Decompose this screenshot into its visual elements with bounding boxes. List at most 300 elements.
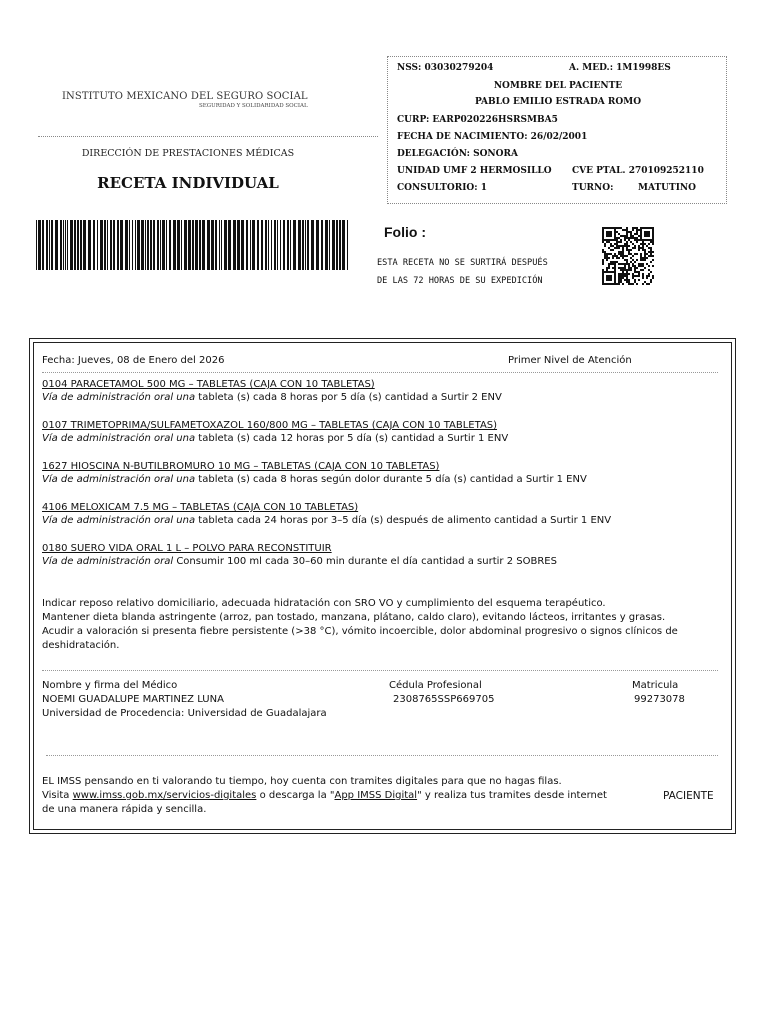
qr-module: [652, 259, 654, 261]
qr-module: [626, 279, 628, 281]
qr-module: [618, 279, 620, 281]
qr-module: [610, 263, 612, 265]
qr-module: [648, 255, 650, 257]
qr-module: [642, 245, 644, 247]
barcode-bar: [49, 220, 50, 270]
barcode-bar: [177, 220, 180, 270]
cedula-value: 2308765SSP669705: [393, 694, 495, 705]
qr-module: [630, 283, 632, 285]
barcode-bar: [97, 220, 98, 270]
barcode-bar: [293, 220, 296, 270]
barcode-bar: [280, 220, 281, 270]
qr-module: [614, 253, 616, 255]
qr-module: [620, 255, 622, 257]
barcode-bar: [283, 220, 285, 270]
qr-module: [622, 267, 624, 269]
qr-module: [632, 227, 634, 229]
qr-module: [630, 231, 632, 233]
qr-module: [638, 271, 640, 273]
patient-info-box: [387, 56, 727, 204]
qr-module: [602, 251, 604, 253]
qr-module: [644, 255, 646, 257]
barcode-bar: [252, 220, 255, 270]
barcode-bar: [65, 220, 66, 270]
indications-divider: [42, 670, 718, 671]
qr-module: [616, 237, 618, 239]
barcode-bar: [181, 220, 182, 270]
qr-module: [626, 243, 628, 245]
barcode-bar: [67, 220, 68, 270]
dosage-text: tableta (s) cada 8 horas por 5 día (s) cantidad a Surtir 2 ENV: [195, 392, 502, 403]
barcode-bar: [46, 220, 48, 270]
qr-module: [622, 257, 624, 259]
qr-module: [642, 241, 644, 243]
qr-module: [620, 275, 622, 277]
qr-module: [638, 263, 640, 265]
qr-module: [624, 265, 626, 267]
qr-module: [618, 263, 620, 265]
unidad-value: UNIDAD UMF 2 HERMOSILLO: [397, 166, 552, 176]
birth-date: FECHA DE NACIMIENTO: 26/02/2001: [397, 132, 588, 142]
qr-module: [622, 263, 624, 265]
qr-module: [638, 245, 640, 247]
footer-line-2: [42, 790, 607, 801]
qr-module: [626, 255, 628, 257]
prescription-barcode: [36, 220, 348, 270]
barcode-bar: [77, 220, 79, 270]
barcode-bar: [199, 220, 201, 270]
qr-module: [628, 279, 630, 281]
route-label: Vía de administración oral una: [42, 474, 196, 485]
qr-module: [630, 237, 632, 239]
qr-module: [624, 263, 626, 265]
qr-module: [650, 249, 652, 251]
validity-note-line-1: ESTA RECETA NO SE SURTIRÁ DESPUÉS: [377, 258, 548, 268]
qr-module: [610, 261, 612, 263]
qr-module: [626, 247, 628, 249]
qr-module: [608, 257, 610, 259]
qr-module: [628, 273, 630, 275]
indication-line-4: deshidratación.: [42, 640, 120, 651]
indication-line-1: Indicar reposo relativo domiciliario, adecuada hidratación con SRO VO y cumplimiento del esquema terapéutico.: [42, 598, 606, 609]
qr-module: [642, 247, 644, 249]
qr-module: [628, 253, 630, 255]
barcode-bar: [80, 220, 82, 270]
barcode-bar: [246, 220, 248, 270]
barcode-bar: [173, 220, 176, 270]
qr-module: [614, 265, 616, 267]
qr-module: [624, 255, 626, 257]
medication-title-1: 0104 PARACETAMOL 500 MG – TABLETAS (CAJA CON 10 TABLETAS): [42, 379, 375, 390]
qr-module: [618, 273, 620, 275]
qr-module: [614, 243, 616, 245]
qr-module: [622, 255, 624, 257]
barcode-bar: [237, 220, 240, 270]
barcode-bar: [38, 220, 41, 270]
institution-name: INSTITUTO MEXICANO DEL SEGURO SOCIAL: [62, 91, 308, 103]
qr-module: [636, 275, 638, 277]
qr-module: [646, 277, 648, 279]
doctor-name: NOEMI GUADALUPE MARTINEZ LUNA: [42, 694, 224, 705]
qr-module: [614, 269, 616, 271]
qr-module: [616, 257, 618, 259]
qr-module: [634, 233, 636, 235]
barcode-bar: [169, 220, 171, 270]
barcode-bar: [147, 220, 149, 270]
qr-module: [616, 261, 618, 263]
qr-module: [652, 251, 654, 253]
dosage-text: tableta (s) cada 8 horas según dolor durante 5 día (s) cantidad a Surtir 1 ENV: [195, 474, 587, 485]
qr-module: [602, 263, 604, 265]
barcode-bar: [250, 220, 251, 270]
qr-module: [628, 267, 630, 269]
barcode-bar: [104, 220, 106, 270]
qr-module: [648, 265, 650, 267]
qr-module: [606, 253, 608, 255]
barcode-bar: [228, 220, 231, 270]
copy-type-label: PACIENTE: [663, 790, 714, 802]
qr-module: [648, 273, 650, 275]
qr-module: [642, 263, 644, 265]
qr-module: [646, 257, 648, 259]
qr-module: [626, 241, 628, 243]
qr-module: [620, 253, 622, 255]
qr-module: [624, 275, 626, 277]
barcode-bar: [268, 220, 269, 270]
barcode-bar: [298, 220, 301, 270]
qr-module: [606, 241, 608, 243]
qr-module: [620, 277, 622, 279]
qr-module: [624, 259, 626, 261]
barcode-bar: [74, 220, 76, 270]
route-label: Vía de administración oral una: [42, 515, 196, 526]
qr-module: [650, 253, 652, 255]
qr-module: [638, 235, 640, 237]
medication-title-2: 0107 TRIMETOPRIMA/SULFAMETOXAZOL 160/800 MG – TABLETAS (CAJA CON 10 TABLETAS): [42, 420, 498, 431]
barcode-bar: [150, 220, 152, 270]
institution-motto: SEGURIDAD Y SOLIDARIDAD SOCIAL: [198, 103, 308, 110]
qr-module: [638, 275, 640, 277]
qr-module: [614, 267, 616, 269]
qr-module: [620, 279, 622, 281]
barcode-bar: [207, 220, 210, 270]
qr-module: [616, 243, 618, 245]
barcode-bar: [287, 220, 289, 270]
qr-module: [642, 283, 644, 285]
qr-module: [626, 233, 628, 235]
qr-module: [642, 259, 644, 261]
footer-visit-text: Visita: [42, 790, 73, 801]
qr-module: [632, 237, 634, 239]
qr-module: [652, 243, 654, 245]
qr-module: [618, 257, 620, 259]
qr-module: [602, 249, 604, 251]
qr-module: [646, 253, 648, 255]
validity-note: [377, 254, 548, 290]
qr-module: [628, 263, 630, 265]
matricula-label: Matricula: [632, 680, 679, 691]
qr-module: [602, 241, 604, 243]
barcode-bar: [325, 220, 328, 270]
qr-module: [628, 269, 630, 271]
qr-module: [632, 247, 634, 249]
barcode-bar: [257, 220, 259, 270]
qr-module: [604, 243, 606, 245]
qr-module: [624, 273, 626, 275]
qr-module: [638, 247, 640, 249]
qr-module: [650, 281, 652, 283]
qr-module: [622, 253, 624, 255]
delegacion-value: DELEGACIÓN: SONORA: [397, 149, 518, 159]
qr-module: [608, 247, 610, 249]
qr-module: [632, 255, 634, 257]
qr-module: [616, 227, 618, 229]
footer-line-1: EL IMSS pensando en ti valorando tu tiempo, hoy cuenta con tramites digitales para que no hagas filas.: [42, 776, 562, 787]
barcode-bar: [137, 220, 140, 270]
barcode-bar: [271, 220, 272, 270]
qr-module: [618, 275, 620, 277]
qr-module: [646, 275, 648, 277]
app-imss-digital-link[interactable]: App IMSS Digital: [334, 790, 418, 801]
cve-ptal-value: CVE PTAL. 270109252110: [572, 166, 704, 176]
prescription-frame: [33, 342, 732, 830]
barcode-bar: [117, 220, 119, 270]
qr-module: [636, 239, 638, 241]
qr-module: [634, 279, 636, 281]
barcode-bar: [329, 220, 330, 270]
qr-module: [624, 229, 626, 231]
qr-module: [650, 251, 652, 253]
qr-module: [628, 283, 630, 285]
qr-module: [652, 275, 654, 277]
barcode-bar: [135, 220, 136, 270]
qr-module: [638, 239, 640, 241]
qr-module: [636, 233, 638, 235]
qr-module: [626, 273, 628, 275]
barcode-bar: [100, 220, 103, 270]
qr-module: [652, 241, 654, 243]
qr-module: [614, 263, 616, 265]
qr-module: [618, 267, 620, 269]
qr-module: [628, 245, 630, 247]
curp-value: CURP: EARP020226HSRSMBA5: [397, 115, 558, 125]
qr-module: [650, 261, 652, 263]
barcode-bar: [290, 220, 291, 270]
qr-module: [604, 245, 606, 247]
barcode-bar: [153, 220, 155, 270]
qr-module: [652, 265, 654, 267]
qr-code: [602, 227, 654, 285]
qr-module: [606, 269, 608, 271]
qr-module: [652, 277, 654, 279]
qr-module: [624, 267, 626, 269]
medication-instructions-5: [42, 556, 557, 567]
qr-module: [652, 255, 654, 257]
qr-module: [640, 263, 642, 265]
barcode-bar: [316, 220, 319, 270]
doctor-divider: [46, 755, 718, 756]
barcode-bar: [129, 220, 130, 270]
qr-module: [642, 273, 644, 275]
qr-module: [620, 245, 622, 247]
qr-module: [632, 277, 634, 279]
barcode-bar: [219, 220, 220, 270]
qr-module: [616, 239, 618, 241]
qr-module: [636, 283, 638, 285]
qr-module: [620, 269, 622, 271]
qr-module: [612, 257, 614, 259]
qr-module: [604, 255, 606, 257]
doctor-university: Universidad de Procedencia: Universidad de Guadalajara: [42, 708, 327, 719]
qr-module: [626, 275, 628, 277]
qr-module: [632, 283, 634, 285]
qr-module: [634, 269, 636, 271]
qr-module: [630, 233, 632, 235]
qr-module: [618, 227, 620, 229]
qr-module: [632, 243, 634, 245]
barcode-bar: [274, 220, 276, 270]
qr-module: [632, 275, 634, 277]
qr-module: [612, 263, 614, 265]
qr-module: [626, 277, 628, 279]
qr-module: [634, 267, 636, 269]
barcode-bar: [157, 220, 159, 270]
qr-module: [622, 283, 624, 285]
qr-module: [636, 271, 638, 273]
qr-module: [612, 255, 614, 257]
qr-module: [612, 261, 614, 263]
imss-digital-services-link[interactable]: www.imss.gob.mx/servicios-digitales: [72, 790, 257, 801]
a-med-value: A. MED.: 1M1998ES: [569, 63, 671, 73]
qr-module: [620, 251, 622, 253]
qr-module: [610, 245, 612, 247]
barcode-bar: [55, 220, 58, 270]
qr-module: [636, 231, 638, 233]
barcode-bar: [321, 220, 323, 270]
qr-module: [644, 257, 646, 259]
qr-module: [638, 265, 640, 267]
qr-module: [608, 241, 610, 243]
qr-module: [628, 251, 630, 253]
qr-module: [630, 261, 632, 263]
route-label: Vía de administración oral una: [42, 392, 196, 403]
medication-instructions-2: [42, 433, 508, 444]
qr-module: [644, 281, 646, 283]
folio-label: Folio :: [384, 224, 426, 240]
qr-module: [626, 249, 628, 251]
qr-module: [640, 243, 642, 245]
qr-module: [618, 277, 620, 279]
qr-module: [644, 249, 646, 251]
qr-module: [650, 279, 652, 281]
qr-module: [644, 251, 646, 253]
qr-module: [636, 267, 638, 269]
qr-module: [650, 271, 652, 273]
qr-module: [618, 237, 620, 239]
qr-module: [626, 235, 628, 237]
qr-module: [616, 241, 618, 243]
turno-value: MATUTINO: [638, 183, 696, 193]
qr-module: [634, 253, 636, 255]
qr-module: [640, 253, 642, 255]
qr-module: [624, 245, 626, 247]
barcode-bar: [336, 220, 338, 270]
qr-module: [642, 265, 644, 267]
qr-module: [626, 261, 628, 263]
matricula-value: 99273078: [634, 694, 685, 705]
qr-module: [626, 271, 628, 273]
qr-module: [620, 235, 622, 237]
direction-label: DIRECCIÓN DE PRESTACIONES MÉDICAS: [81, 148, 295, 159]
patient-name-label: NOMBRE DEL PACIENTE: [493, 81, 623, 91]
qr-module: [630, 249, 632, 251]
qr-module: [638, 229, 640, 231]
barcode-bar: [125, 220, 128, 270]
qr-module: [634, 245, 636, 247]
qr-module: [638, 279, 640, 281]
barcode-bar: [241, 220, 244, 270]
qr-module: [642, 277, 644, 279]
qr-module: [626, 259, 628, 261]
qr-module: [620, 239, 622, 241]
qr-module: [610, 243, 612, 245]
qr-module: [642, 243, 644, 245]
medication-instructions-4: [42, 515, 611, 526]
qr-module: [626, 245, 628, 247]
barcode-bar: [188, 220, 191, 270]
qr-module: [650, 255, 652, 257]
qr-module: [636, 241, 638, 243]
qr-module: [620, 241, 622, 243]
qr-module: [614, 261, 616, 263]
qr-module: [634, 281, 636, 283]
qr-module: [628, 265, 630, 267]
qr-module: [602, 269, 604, 271]
qr-module: [618, 247, 620, 249]
qr-module: [606, 257, 608, 259]
barcode-bar: [36, 220, 37, 270]
qr-module: [616, 283, 618, 285]
qr-module: [634, 239, 636, 241]
qr-module: [646, 263, 648, 265]
qr-module: [634, 271, 636, 273]
qr-module: [632, 235, 634, 237]
barcode-bar: [120, 220, 123, 270]
qr-module: [630, 269, 632, 271]
barcode-bar: [93, 220, 95, 270]
qr-module: [634, 227, 636, 229]
barcode-bar: [60, 220, 62, 270]
barcode-bar: [145, 220, 146, 270]
qr-module: [622, 247, 624, 249]
qr-module: [622, 249, 624, 251]
barcode-bar: [141, 220, 144, 270]
qr-module: [622, 229, 624, 231]
qr-module: [608, 267, 610, 269]
imss-logo: [56, 84, 308, 118]
qr-module: [630, 253, 632, 255]
qr-module: [640, 269, 642, 271]
qr-module: [636, 229, 638, 231]
qr-module: [650, 247, 652, 249]
qr-module: [648, 251, 650, 253]
prescription-date: Fecha: Jueves, 08 de Enero del 2026: [42, 355, 225, 366]
qr-module: [624, 269, 626, 271]
qr-module: [642, 249, 644, 251]
qr-module: [624, 237, 626, 239]
footer-realiza-text: " y realiza tus tramites desde internet: [417, 790, 607, 801]
qr-module: [622, 277, 624, 279]
